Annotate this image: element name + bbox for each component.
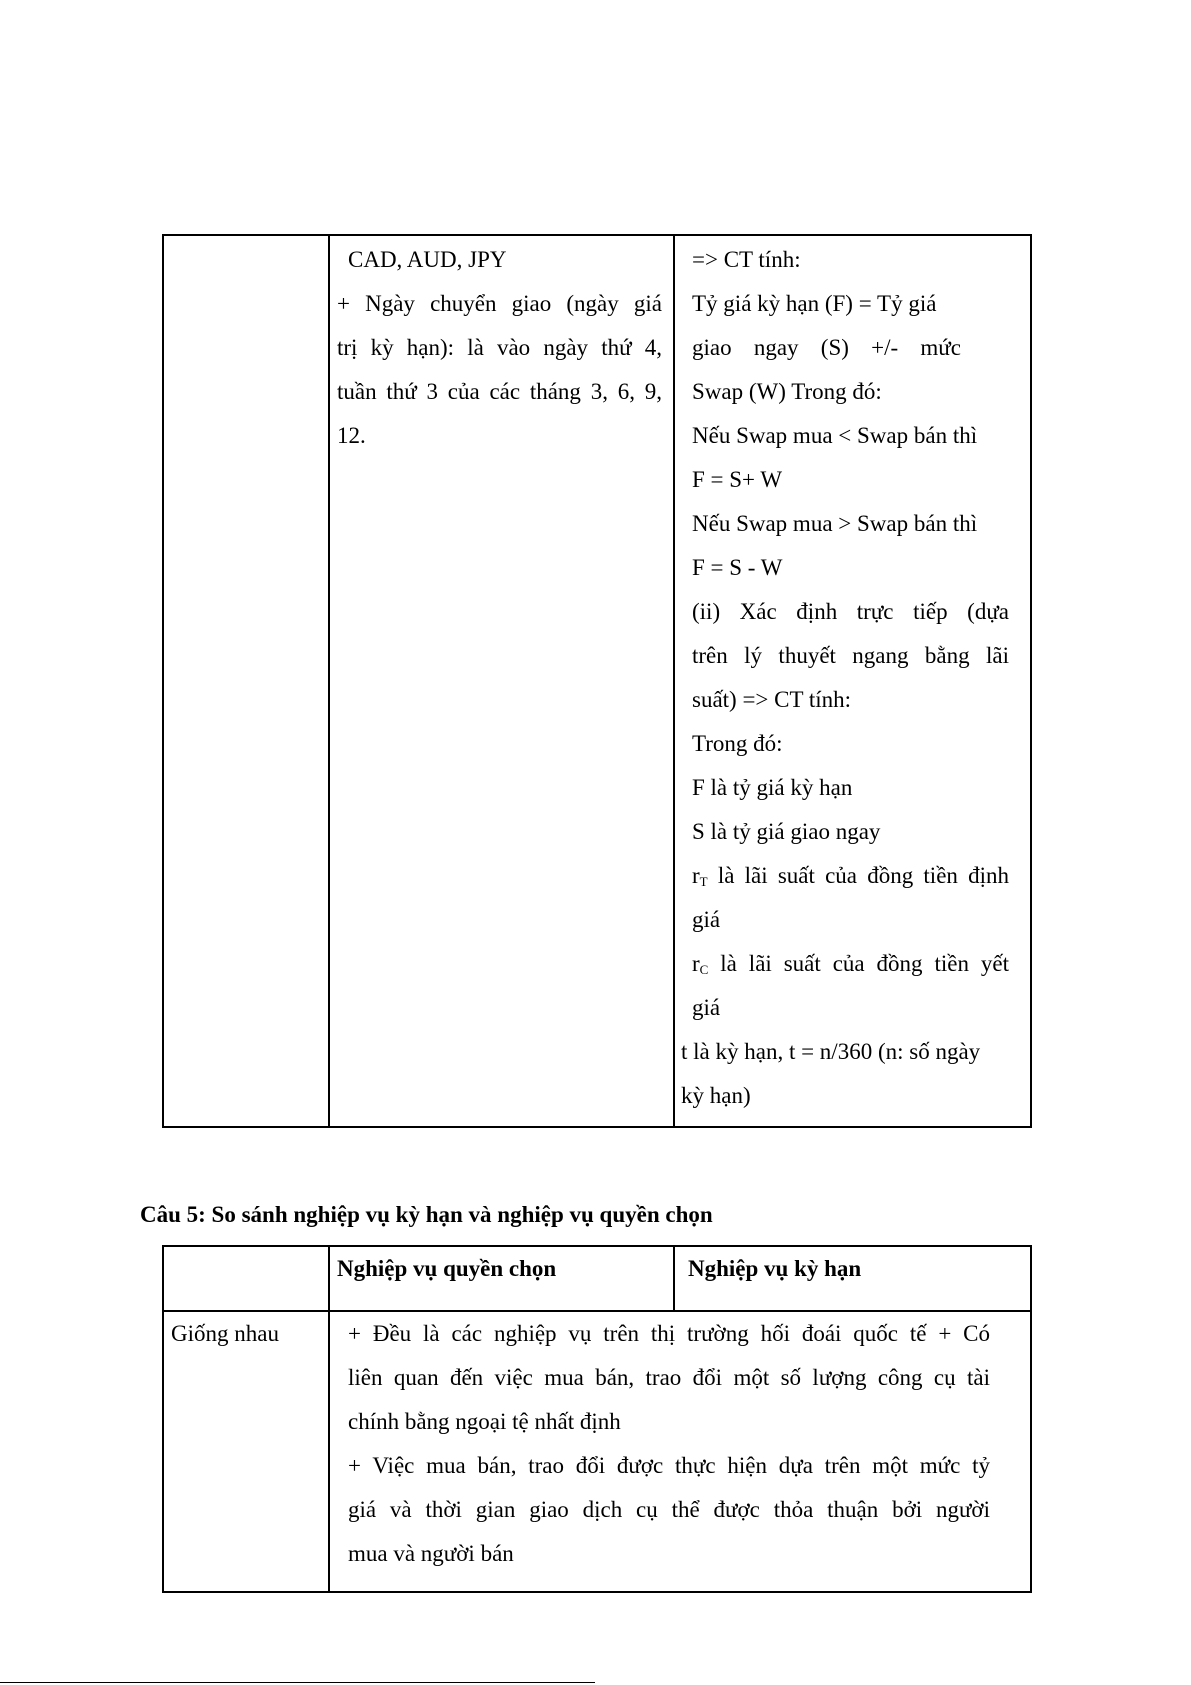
col2-line-2: + Ngày chuyển giao (ngày giá bbox=[337, 291, 662, 316]
col3-line-14: S là tỷ giá giao ngay bbox=[692, 819, 881, 844]
col3-line-rt-cont: giá bbox=[692, 907, 721, 932]
rt-rest: là lãi suất của đồng tiền định bbox=[707, 863, 1009, 888]
rt-sub: T bbox=[699, 874, 708, 889]
col3-line-rt bbox=[681, 854, 1009, 898]
rc-sub: C bbox=[699, 962, 709, 977]
rt-base: r bbox=[692, 863, 700, 888]
col2-line-1: CAD, AUD, JPY bbox=[348, 247, 507, 272]
col3-line-12: Trong đó: bbox=[692, 731, 783, 756]
similarities-line-4: + Việc mua bán, trao đổi được thực hiện dựa trên một mức tỷ bbox=[348, 1453, 990, 1478]
col3-line-4: Swap (W) Trong đó: bbox=[692, 379, 882, 404]
section-heading: Câu 5: So sánh nghiệp vụ kỳ hạn và nghiệp vụ quyền chọn bbox=[140, 1202, 713, 1227]
col3-line-1: => CT tính: bbox=[692, 247, 801, 272]
similarities-text bbox=[348, 1312, 990, 1576]
col3-line-5: Nếu Swap mua < Swap bán thì bbox=[692, 423, 978, 448]
col3-line-3: giao ngay (S) +/- mức bbox=[692, 335, 961, 360]
col3-line-13: F là tỷ giá kỳ hạn bbox=[692, 775, 853, 800]
column-divider-2 bbox=[673, 236, 675, 1126]
table1-col3-text bbox=[681, 238, 1009, 1118]
col3-line-2: Tỷ giá kỳ hạn (F) = Tỷ giá bbox=[692, 291, 937, 316]
col3-line-rc bbox=[681, 942, 1009, 986]
col3-line-t-cont: kỳ hạn) bbox=[681, 1083, 751, 1108]
similarities-line-5: giá và thời gian giao dịch cụ thể được thỏa thuận bởi người bbox=[348, 1497, 990, 1522]
column-divider-1 bbox=[328, 236, 330, 1126]
col3-line-rc-cont: giá bbox=[692, 995, 721, 1020]
header-options: Nghiệp vụ quyền chọn bbox=[337, 1256, 557, 1281]
col3-line-t: t là kỳ hạn, t = n/360 (n: số ngày bbox=[681, 1039, 981, 1064]
col3-line-8: F = S - W bbox=[692, 555, 783, 580]
rc-base: r bbox=[692, 951, 700, 976]
col3-line-11: suất) => CT tính: bbox=[692, 687, 852, 712]
row-label-similarities: Giống nhau bbox=[171, 1321, 279, 1346]
similarities-line-6: mua và người bán bbox=[348, 1541, 514, 1566]
rc-rest: là lãi suất của đồng tiền yết bbox=[708, 951, 1009, 976]
column-divider-a bbox=[328, 1247, 330, 1591]
col3-line-6: F = S+ W bbox=[692, 467, 783, 492]
footnote-separator bbox=[0, 1682, 595, 1683]
table1-col2-text bbox=[337, 238, 662, 458]
col3-line-10: trên lý thuyết ngang bằng lãi bbox=[692, 643, 1009, 668]
column-divider-b bbox=[673, 1247, 675, 1310]
header-forward: Nghiệp vụ kỳ hạn bbox=[688, 1256, 862, 1281]
col3-line-9: (ii) Xác định trực tiếp (dựa bbox=[692, 599, 1009, 624]
similarities-line-3: chính bằng ngoại tệ nhất định bbox=[348, 1409, 621, 1434]
col2-line-5: 12. bbox=[337, 423, 366, 448]
similarities-line-2: liên quan đến việc mua bán, trao đổi một số lượng công cụ tài bbox=[348, 1365, 990, 1390]
similarities-line-1: + Đều là các nghiệp vụ trên thị trường hối đoái quốc tế + Có bbox=[348, 1321, 990, 1346]
col2-line-4: tuần thứ 3 của các tháng 3, 6, 9, bbox=[337, 379, 662, 404]
col3-line-7: Nếu Swap mua > Swap bán thì bbox=[692, 511, 978, 536]
col2-line-3: trị kỳ hạn): là vào ngày thứ 4, bbox=[337, 335, 662, 360]
